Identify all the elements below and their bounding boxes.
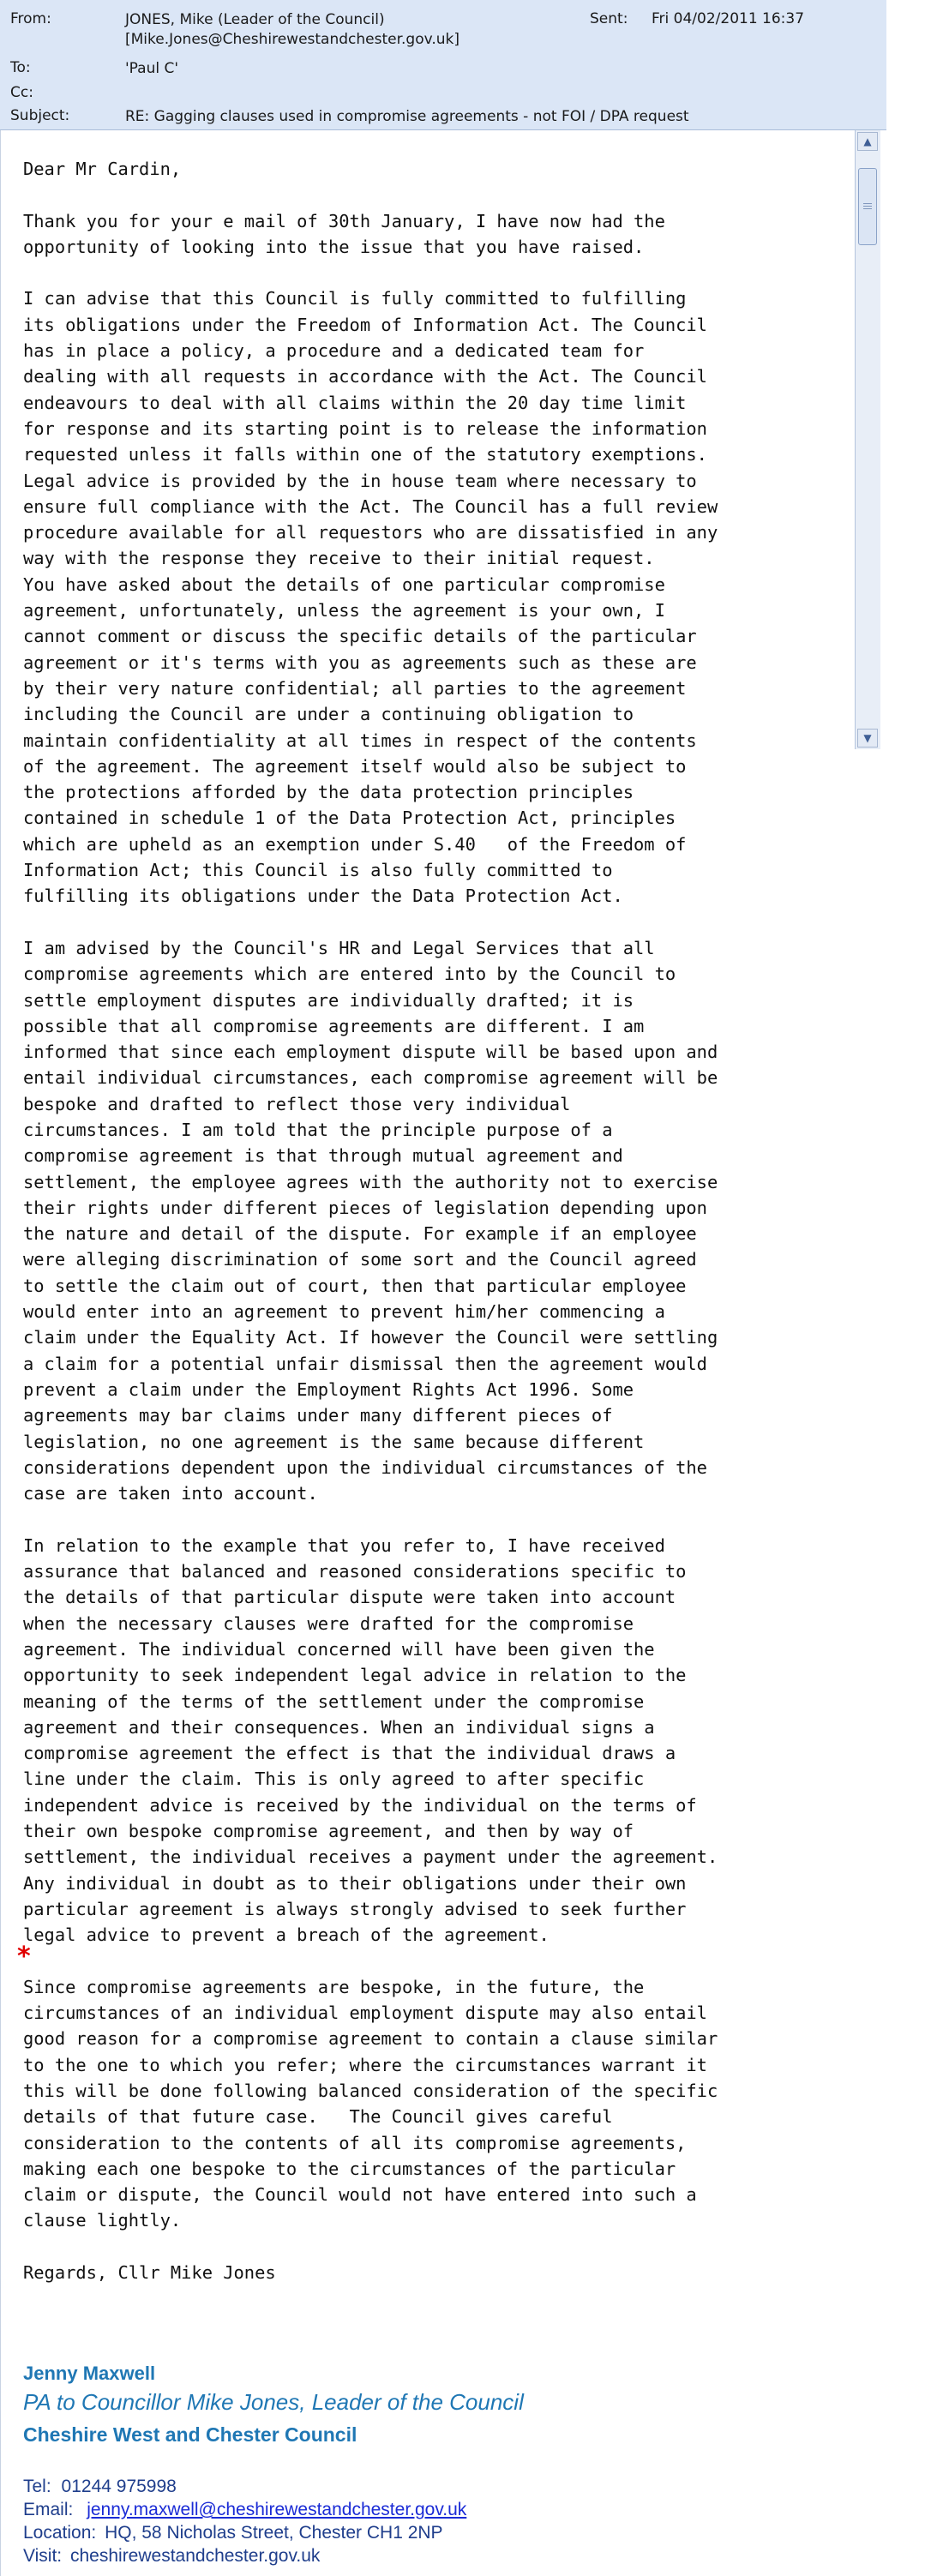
- to-label: To:: [10, 59, 31, 76]
- location-value: HQ, 58 Nicholas Street, Chester CH1 2NP: [105, 2523, 443, 2543]
- tel-value: 01244 975998: [61, 2477, 177, 2496]
- from-address: [Mike.Jones@Cheshirewestandchester.gov.uk]: [125, 31, 460, 48]
- visit-label: Visit:: [23, 2546, 63, 2566]
- sent-value: Fri 04/02/2011 16:37: [652, 10, 805, 27]
- subject-label: Subject:: [10, 107, 70, 124]
- message-scrollbar[interactable]: [855, 130, 880, 749]
- email-header: [0, 0, 886, 130]
- signature-tel: [23, 2477, 177, 2497]
- scrollbar-thumb[interactable]: [858, 168, 877, 245]
- to-value[interactable]: 'Paul C': [125, 60, 179, 77]
- email-link[interactable]: jenny.maxwell@cheshirewestandchester.gov.uk: [87, 2500, 467, 2519]
- signature-visit: [23, 2546, 320, 2567]
- location-label: Location:: [23, 2523, 97, 2543]
- message-body: Dear Mr Cardin, Thank you for your e mail of 30th January, I have now had the opportunity of looking into the issue that you have raised. I can advise that this Council is fully committed to fulfilling its obligations under the Freedom of Information Act. The Council has in place a policy, a procedure and a dedicated team for dealing with all requests in accordance with the Act. The Council endeavours to deal with all claims within the 20 day time limit for response and its starting point is to release the information requested unless it falls within one of the statutory exemptions. Legal advice is provided by the in house team where necessary to ensure full compliance with the Act. The Council has a full review procedure available for all requestors who are dissatisfied in any way with the response they receive to their initial request. You have asked about the details of one particular compromise agreement, unfortunately, unless the agreement is your own, I cannot comment or discuss the specific details of the particular agreement or it's terms with you as agreements such as these are by their very nature confidential; all parties to the agreement including the Council are under a continuing obligation to maintain confidentiality at all times in respect of the contents of the agreement. The agreement itself would also be subject to the protections afforded by the data protection principles contained in schedule 1 of the Data Protection Act, principles which are upheld as an exemption under S.40 of the Freedom of Information Act; this Council is also fully committed to fulfilling its obligations under the Data Protection Act. I am advised by the Council's HR and Legal Services that all compromise agreements which are entered into by the Council to settle employment disputes are individually drafted; it is possible that all compromise agreements are different. I am informed that since each employment dispute will be based upon and entail individual circumstances, each compromise agreement will be bespoke and drafted to reflect those very individual circumstances. I am told that the principle purpose of a compromise agreement is that through mutual agreement and settlement, the employee agrees with the authority not to exercise their rights under different pieces of legislation depending upon the nature and detail of the dispute. For example if an employee were alleging discrimination of some sort and the Council agreed to settle the claim out of court, then that particular employee would enter into an agreement to prevent him/her commencing a claim under the Equality Act. If however the Council were settling a claim for a potential unfair dismissal then the agreement would prevent a claim under the Employment Rights Act 1996. Some agreements may bar claims under many different pieces of legislation, no one agreement is the same because different considerations dependent upon the individual circumstances of the case are taken into account. In relation to the example that you refer to, I have received assurance that balanced and reasoned considerations specific to the details of that particular dispute were taken into account when the necessary clauses were drafted for the compromise agreement. The individual concerned will have been given the opportunity to seek independent legal advice in relation to the meaning of the terms of the settlement under the compromise agreement and their consequences. When an individual signs a compromise agreement the effect is that the individual draws a line under the claim. This is only agreed to after specific independent advice is received by the individual on the terms of their own bespoke compromise agreement, and then by way of settlement, the individual receives a payment under the agreement. Any individual in doubt as to their obligations under their own particular agreement is always strongly advised to seek further legal advice to prevent a breach of the agreement. Since compromise agreements are bespoke, in the future, the circumstances of an individual employment dispute may also entail good reason for a compromise agreement to contain a clause similar to the one to which you refer; where the circumstances warrant it this will be done following balanced consideration of the specific details of that future case. The Council gives careful consideration to the contents of all its compromise agreements, making each one bespoke to the circumstances of the particular claim or dispute, the Council would not have entered into such a clause lightly. Regards, Cllr Mike Jones: [23, 159, 718, 2284]
- signature-name: Jenny Maxwell: [23, 2363, 156, 2384]
- signature-role: PA to Councillor Mike Jones, Leader of the Council: [23, 2389, 524, 2415]
- from-name: JONES, Mike (Leader of the Council): [125, 11, 385, 28]
- scroll-up-arrow-icon[interactable]: ▲: [857, 132, 878, 151]
- red-asterisk-annotation: *: [17, 1942, 31, 1972]
- signature-email: [23, 2500, 466, 2520]
- signature-organisation: Cheshire West and Chester Council: [23, 2423, 357, 2446]
- email-label: Email:: [23, 2500, 74, 2519]
- subject-value: RE: Gagging clauses used in compromise agreements - not FOI / DPA request: [125, 108, 689, 125]
- signature-location: [23, 2523, 443, 2543]
- cc-label: Cc:: [10, 84, 33, 101]
- visit-value: cheshirewestandchester.gov.uk: [69, 2546, 321, 2566]
- from-value[interactable]: [125, 10, 459, 50]
- tel-label: Tel:: [23, 2477, 51, 2496]
- from-label: From:: [10, 10, 51, 27]
- scroll-down-arrow-icon[interactable]: ▼: [857, 729, 878, 748]
- sent-label: Sent:: [590, 10, 628, 27]
